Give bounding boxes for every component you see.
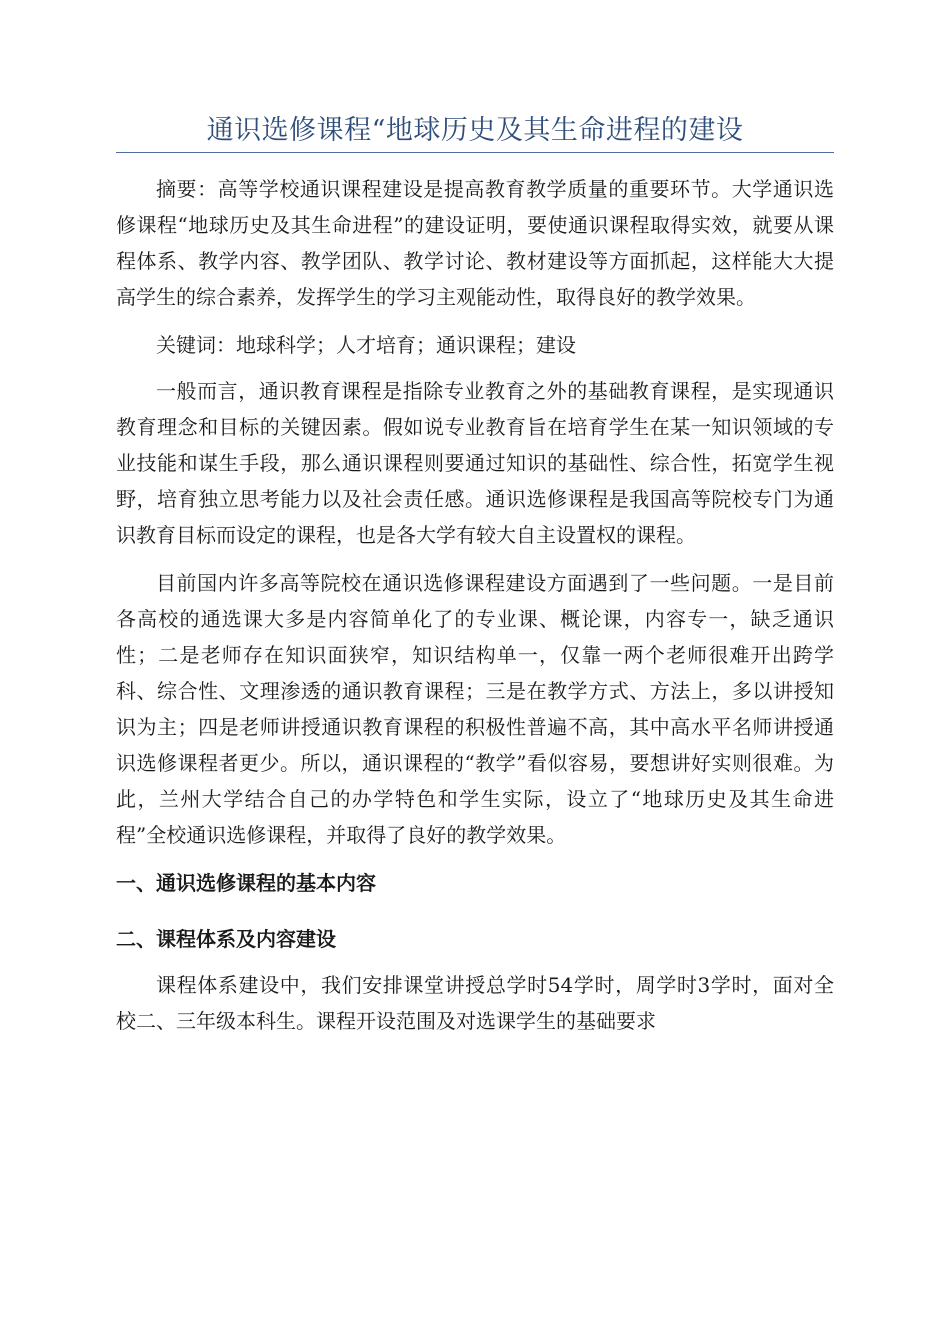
document-body — [116, 171, 834, 1039]
document-title: 通识选修课程“地球历史及其生命进程的建设 — [206, 115, 744, 146]
body-paragraph-3: 课程体系建设中，我们安排课堂讲授总学时54学时，周学时3学时，面对全校二、三年级本科生。课程开设范围及对选课学生的基础要求 — [116, 973, 834, 1033]
section-heading-2: 二、课程体系及内容建设 — [116, 927, 336, 951]
section-heading-1: 一、通识选修课程的基本内容 — [116, 871, 376, 895]
body-paragraph-1: 一般而言，通识教育课程是指除专业教育之外的基础教育课程，是实现通识教育理念和目标的关键因素。假如说专业教育旨在培育学生在某一知识领域的专业技能和谋生手段，那么通识课程则要通过知识的基础性、综合性，拓宽学生视野，培育独立思考能力以及社会责任感。通识选修课程是我国高等院校专门为通识教育目标而设定的课程，也是各大学有较大自主设置权的课程。 — [116, 379, 834, 547]
body-paragraph-2: 目前国内许多高等院校在通识选修课程建设方面遇到了一些问题。一是目前各高校的通选课大多是内容简单化了的专业课、概论课，内容专一，缺乏通识性；二是老师存在知识面狭窄，知识结构单一，仅靠一两个老师很难开出跨学科、综合性、文理渗透的通识教育课程；三是在教学方式、方法上，多以讲授知识为主；四是老师讲授通识教育课程的积极性普遍不高，其中高水平名师讲授通识选修课程者更少。所以，通识课程的“教学”看似容易，要想讲好实则很难。为此，兰州大学结合自己的办学特色和学生实际，设立了“地球历史及其生命进程”全校通识选修课程，并取得了良好的教学效果。 — [116, 571, 834, 847]
keywords-line: 关键词：地球科学；人才培育；通识课程；建设 — [156, 333, 576, 357]
title-underline — [116, 152, 834, 153]
abstract-paragraph: 摘要：高等学校通识课程建设是提高教育教学质量的重要环节。大学通识选修课程“地球历史及其生命进程”的建设证明，要使通识课程取得实效，就要从课程体系、教学内容、教学团队、教学讨论、教材建设等方面抓起，这样能大大提高学生的综合素养，发挥学生的学习主观能动性，取得良好的教学效果。 — [116, 177, 834, 309]
